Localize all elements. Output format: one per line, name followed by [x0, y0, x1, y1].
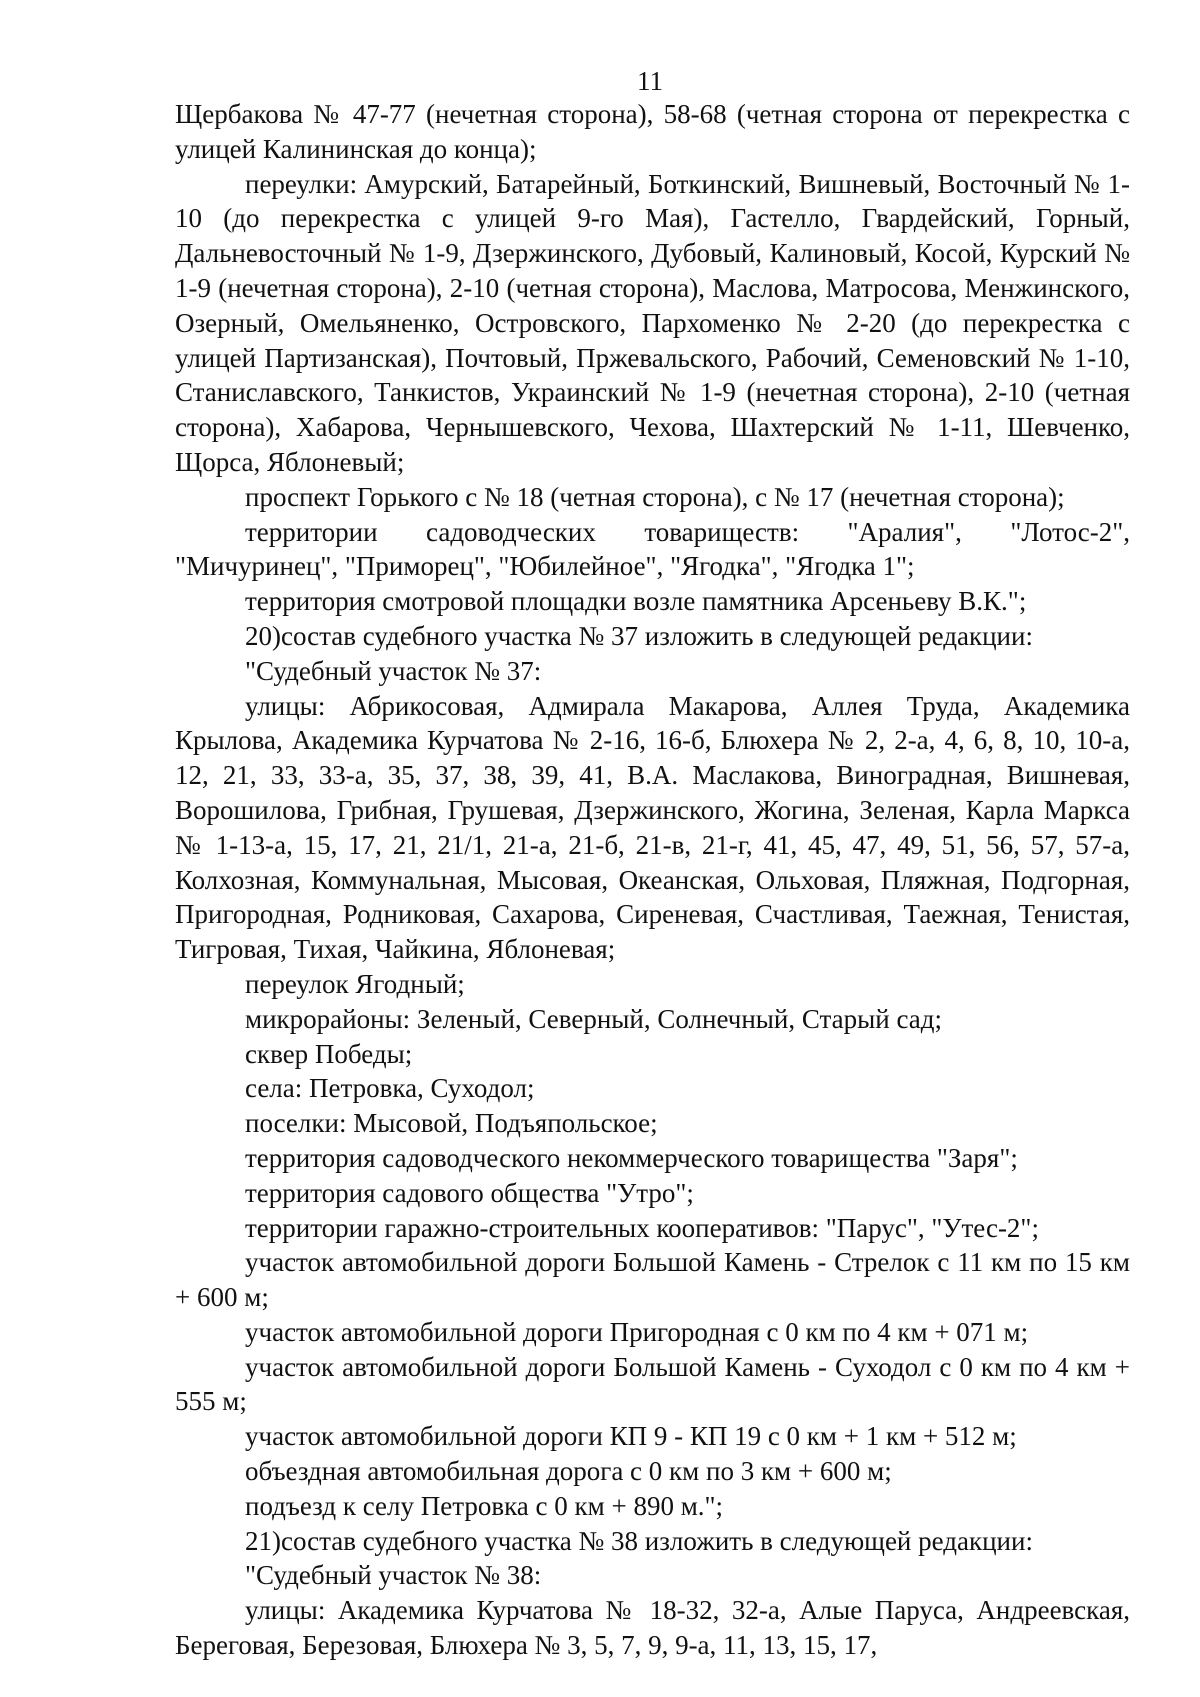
document-paragraph: "Судебный участок № 38: [245, 1560, 542, 1591]
document-paragraph: участок автомобильной дороги Пригородная с 0 км по 4 км + 071 м; [245, 1316, 1029, 1347]
document-paragraph: участок автомобильной дороги КП 9 - КП 19 с 0 км + 1 км + 512 м; [245, 1421, 1017, 1452]
document-body [175, 97, 1130, 1663]
document-paragraph: поселки: Мысовой, Подъяпольское; [245, 1108, 658, 1139]
document-paragraph: переулок Ягодный; [245, 968, 465, 999]
document-paragraph: села: Петровка, Суходол; [245, 1073, 535, 1104]
document-paragraph: проспект Горького с № 18 (четная сторона), с № 17 (нечетная сторона); [245, 481, 1065, 512]
document-paragraph: подъезд к селу Петровка с 0 км + 890 м."; [245, 1490, 724, 1521]
document-paragraph: переулки: Амурский, Батарейный, Боткинский, Вишневый, Восточный № 1-10 (до перекрестка с улицей 9-го Мая), Гастелло, Гвардейский, Горный, Дальневосточный № 1-9, Дзержинского, Дубовый, Калиновый, Косой, Курский № 1-9 (нечетная сторона), 2-10 (четная сторона), Маслова, Матросова, Менжинского, Озерный, Омельяненко, Островского, Пархоменко № 2-20 (до перекрестка с улицей Партизанская), Почтовый, Пржевальского, Рабочий, Семеновский № 1-10, Станиславского, Танкистов, Украинский № 1-9 (нечетная сторона), 2-10 (четная сторона), Хабарова, Чернышевского, Чехова, Шахтерский № 1-11, Шевченко, Щорса, Яблоневый; [175, 168, 1130, 477]
document-paragraph: территории гаражно-строительных кооперативов: "Парус", "Утес-2"; [245, 1212, 1039, 1243]
document-paragraph: Щербакова № 47-77 (нечетная сторона), 58-68 (четная сторона от перекрестка с улицей Калининская до конца); [175, 99, 1130, 164]
document-paragraph: микрорайоны: Зеленый, Северный, Солнечный, Старый сад; [245, 1003, 943, 1034]
page-number: 11 [637, 66, 663, 96]
document-paragraph: участок автомобильной дороги Большой Камень - Суходол с 0 км по 4 км + 555 м; [175, 1351, 1130, 1417]
document-paragraph: улицы: Академика Курчатова № 18-32, 32-а, Алые Паруса, Андреевская, Береговая, Березовая, Блюхера № 3, 5, 7, 9, 9-а, 11, 13, 15, 17, [175, 1595, 1130, 1661]
document-paragraph: "Судебный участок № 37: [245, 655, 542, 686]
document-paragraph: территория садового общества "Утро"; [245, 1177, 694, 1208]
document-paragraph: 21)состав судебного участка № 38 изложить в следующей редакции: [245, 1525, 1033, 1556]
document-paragraph: территория смотровой площадки возле памятника Арсеньеву В.К."; [245, 586, 1027, 617]
document-paragraph: территория садоводческого некоммерческого товарищества "Заря"; [245, 1142, 1018, 1173]
document-paragraph: участок автомобильной дороги Большой Камень - Стрелок с 11 км по 15 км + 600 м; [175, 1247, 1130, 1313]
document-paragraph: территории садоводческих товариществ: "Аралия", "Лотос-2", "Мичуринец", "Приморец", "Юбилейное", "Ягодка", "Ягодка 1"; [175, 516, 1130, 582]
document-paragraph: улицы: Абрикосовая, Адмирала Макарова, Аллея Труда, Академика Крылова, Академика Курчатова № 2-16, 16-б, Блюхера № 2, 2-а, 4, 6, 8, 10, 10-а, 12, 21, 33, 33-а, 35, 37, 38, 39, 41, В.А. Маслакова, Виноградная, Вишневая, Ворошилова, Грибная, Грушевая, Дзержинского, Жогина, Зеленая, Карла Маркса № 1-13-а, 15, 17, 21, 21/1, 21-а, 21-б, 21-в, 21-г, 41, 45, 47, 49, 51, 56, 57, 57-а, Колхозная, Коммунальная, Мысовая, Океанская, Ольховая, Пляжная, Подгорная, Пригородная, Родниковая, Сахарова, Сиреневая, Счастливая, Таежная, Тенистая, Тигровая, Тихая, Чайкина, Яблоневая; [175, 690, 1130, 965]
document-paragraph: объездная автомобильная дорога с 0 км по 3 км + 600 м; [245, 1456, 892, 1487]
document-paragraph: сквер Победы; [245, 1038, 413, 1069]
document-paragraph: 20)состав судебного участка № 37 изложить в следующей редакции: [245, 620, 1033, 651]
